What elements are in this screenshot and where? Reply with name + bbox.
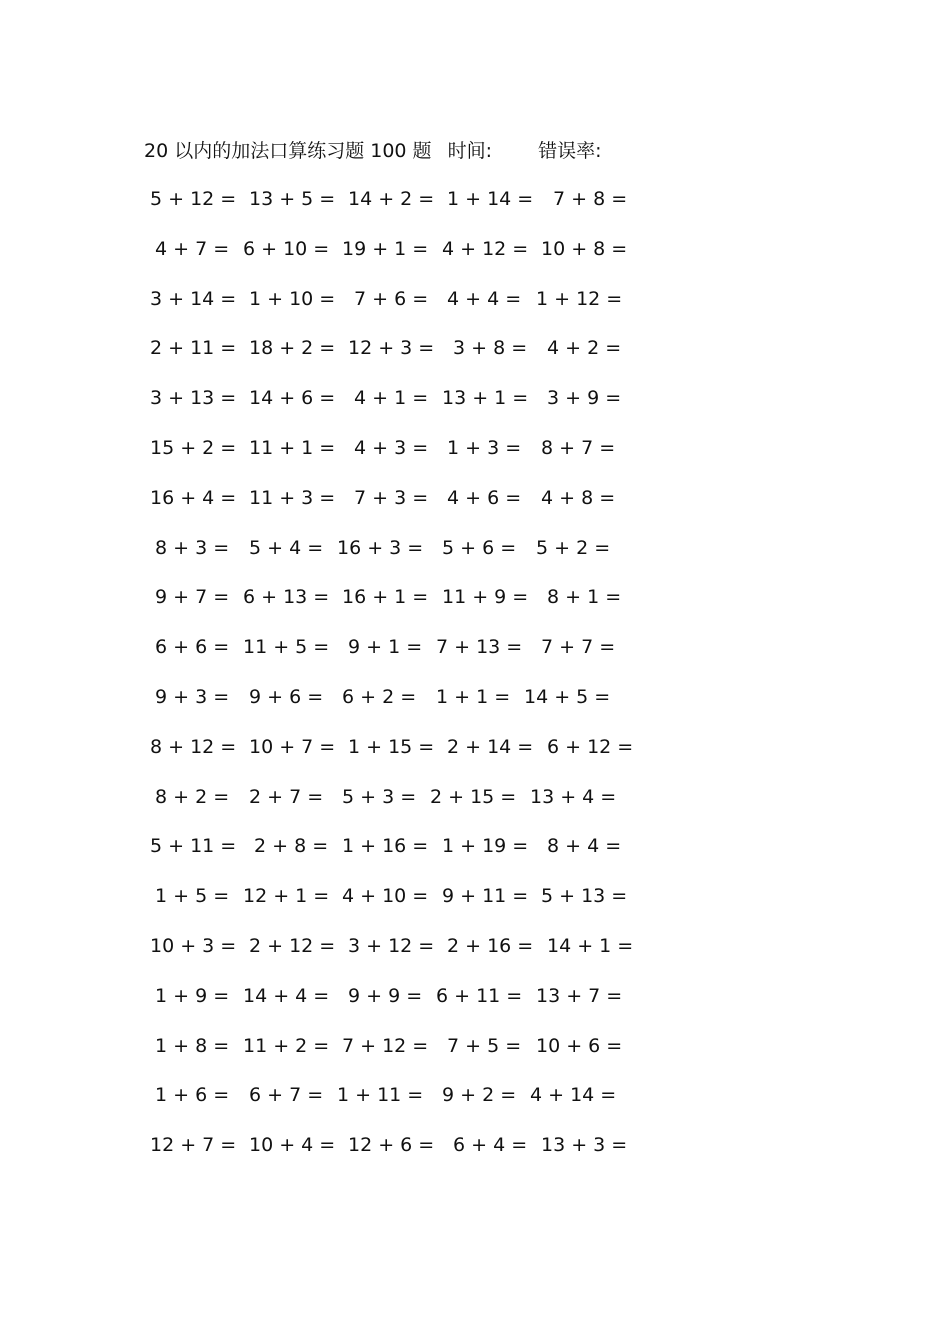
- addition-problem: 2 + 16 =: [447, 935, 534, 957]
- addition-problem: 12 + 3 =: [348, 337, 435, 360]
- addition-problem: 9 + 7 =: [155, 586, 230, 609]
- addition-problem: 2 + 8 =: [254, 835, 329, 858]
- addition-problem: 4 + 1 =: [354, 387, 429, 410]
- addition-problem: 4 + 6 =: [447, 486, 522, 509]
- addition-problem: 1 + 6 =: [155, 1084, 230, 1107]
- addition-problem: 5 + 6 =: [442, 536, 517, 559]
- addition-problem: 7 + 6 =: [354, 287, 429, 310]
- addition-problem: 12 + 7 =: [150, 1134, 237, 1157]
- addition-problem: 1 + 12 =: [536, 287, 623, 310]
- addition-problem: 7 + 5 =: [447, 1034, 522, 1057]
- addition-problem: 4 + 10 =: [342, 885, 429, 908]
- addition-problem: 1 + 15 =: [348, 735, 435, 758]
- addition-problem: 1 + 19 =: [442, 835, 529, 858]
- addition-problem: 4 + 8 =: [541, 486, 616, 509]
- addition-problem: 1 + 9 =: [155, 984, 230, 1007]
- addition-problem: 7 + 12 =: [342, 1034, 429, 1057]
- addition-problem: 6 + 13 =: [243, 586, 330, 609]
- addition-problem: 13 + 5 =: [249, 188, 336, 210]
- addition-problem: 9 + 1 =: [348, 636, 423, 659]
- worksheet-title: 20 以内的加法口算练习题 100 题: [144, 140, 432, 162]
- addition-problem: 10 + 8 =: [541, 237, 628, 260]
- addition-problem: 8 + 7 =: [541, 437, 616, 459]
- addition-problem: 12 + 6 =: [348, 1134, 435, 1157]
- addition-problem: 5 + 2 =: [536, 536, 611, 559]
- addition-problem: 14 + 4 =: [243, 984, 330, 1007]
- addition-problem: 9 + 6 =: [249, 686, 324, 708]
- addition-problem: 7 + 8 =: [553, 188, 628, 210]
- addition-problem: 14 + 6 =: [249, 387, 336, 410]
- addition-problem: 6 + 4 =: [453, 1134, 528, 1157]
- addition-problem: 3 + 13 =: [150, 387, 237, 410]
- addition-problem: 9 + 11 =: [442, 885, 529, 908]
- addition-problem: 6 + 11 =: [436, 984, 523, 1007]
- addition-problem: 19 + 1 =: [342, 237, 429, 260]
- addition-problem: 1 + 16 =: [342, 835, 429, 858]
- addition-problem: 10 + 7 =: [249, 735, 336, 758]
- addition-problem: 9 + 9 =: [348, 984, 423, 1007]
- addition-problem: 13 + 1 =: [442, 387, 529, 410]
- addition-problem: 10 + 3 =: [150, 935, 237, 957]
- addition-problem: 4 + 4 =: [447, 287, 522, 310]
- addition-problem: 6 + 7 =: [249, 1084, 324, 1107]
- addition-problem: 1 + 8 =: [155, 1034, 230, 1057]
- addition-problem: 7 + 13 =: [436, 636, 523, 659]
- addition-problem: 2 + 12 =: [249, 935, 336, 957]
- addition-problem: 8 + 1 =: [547, 586, 622, 609]
- addition-problem: 15 + 2 =: [150, 437, 237, 459]
- addition-problem: 14 + 5 =: [524, 686, 611, 708]
- addition-problem: 3 + 8 =: [453, 337, 528, 360]
- addition-problem: 8 + 12 =: [150, 735, 237, 758]
- addition-problem: 7 + 7 =: [541, 636, 616, 659]
- addition-problem: 16 + 1 =: [342, 586, 429, 609]
- addition-problem: 11 + 3 =: [249, 486, 336, 509]
- addition-problem: 3 + 12 =: [348, 935, 435, 957]
- addition-problem: 2 + 7 =: [249, 785, 324, 808]
- addition-problem: 3 + 9 =: [547, 387, 622, 410]
- addition-problem: 5 + 3 =: [342, 785, 417, 808]
- addition-problem: 11 + 2 =: [243, 1034, 330, 1057]
- addition-problem: 14 + 2 =: [348, 188, 435, 210]
- addition-problem: 16 + 3 =: [337, 536, 424, 559]
- addition-problem: 5 + 13 =: [541, 885, 628, 908]
- addition-problem: 13 + 7 =: [536, 984, 623, 1007]
- addition-problem: 8 + 4 =: [547, 835, 622, 858]
- addition-problem: 4 + 7 =: [155, 237, 230, 260]
- addition-problem: 3 + 14 =: [150, 287, 237, 310]
- addition-problem: 11 + 1 =: [249, 437, 336, 459]
- addition-problem: 2 + 15 =: [430, 785, 517, 808]
- addition-problem: 6 + 6 =: [155, 636, 230, 659]
- addition-problem: 11 + 9 =: [442, 586, 529, 609]
- addition-problem: 10 + 6 =: [536, 1034, 623, 1057]
- addition-problem: 2 + 14 =: [447, 735, 534, 758]
- addition-problem: 1 + 5 =: [155, 885, 230, 908]
- addition-problem: 4 + 2 =: [547, 337, 622, 360]
- addition-problem: 10 + 4 =: [249, 1134, 336, 1157]
- addition-problem: 1 + 14 =: [447, 188, 534, 210]
- addition-problem: 9 + 3 =: [155, 686, 230, 708]
- addition-problem: 8 + 2 =: [155, 785, 230, 808]
- addition-problem: 13 + 4 =: [530, 785, 617, 808]
- addition-problem: 1 + 1 =: [436, 686, 511, 708]
- addition-problem: 2 + 11 =: [150, 337, 237, 360]
- time-label: 时间:: [447, 140, 493, 162]
- addition-problem: 4 + 3 =: [354, 437, 429, 459]
- addition-problem: 4 + 12 =: [442, 237, 529, 260]
- addition-problem: 5 + 4 =: [249, 536, 324, 559]
- addition-problem: 6 + 10 =: [243, 237, 330, 260]
- addition-problem: 18 + 2 =: [249, 337, 336, 360]
- addition-problem: 5 + 11 =: [150, 835, 237, 858]
- addition-problem: 16 + 4 =: [150, 486, 237, 509]
- addition-problem: 8 + 3 =: [155, 536, 230, 559]
- addition-problem: 13 + 3 =: [541, 1134, 628, 1157]
- addition-problem: 1 + 10 =: [249, 287, 336, 310]
- addition-problem: 7 + 3 =: [354, 486, 429, 509]
- addition-problem: 11 + 5 =: [243, 636, 330, 659]
- addition-problem: 14 + 1 =: [547, 935, 634, 957]
- addition-problem: 4 + 14 =: [530, 1084, 617, 1107]
- error-rate-label: 错误率:: [538, 140, 602, 162]
- addition-problem: 1 + 3 =: [447, 437, 522, 459]
- addition-problem: 5 + 12 =: [150, 188, 237, 210]
- addition-problem: 9 + 2 =: [442, 1084, 517, 1107]
- addition-problem: 6 + 12 =: [547, 735, 634, 758]
- addition-problem: 12 + 1 =: [243, 885, 330, 908]
- addition-problem: 6 + 2 =: [342, 686, 417, 708]
- addition-problem: 1 + 11 =: [337, 1084, 424, 1107]
